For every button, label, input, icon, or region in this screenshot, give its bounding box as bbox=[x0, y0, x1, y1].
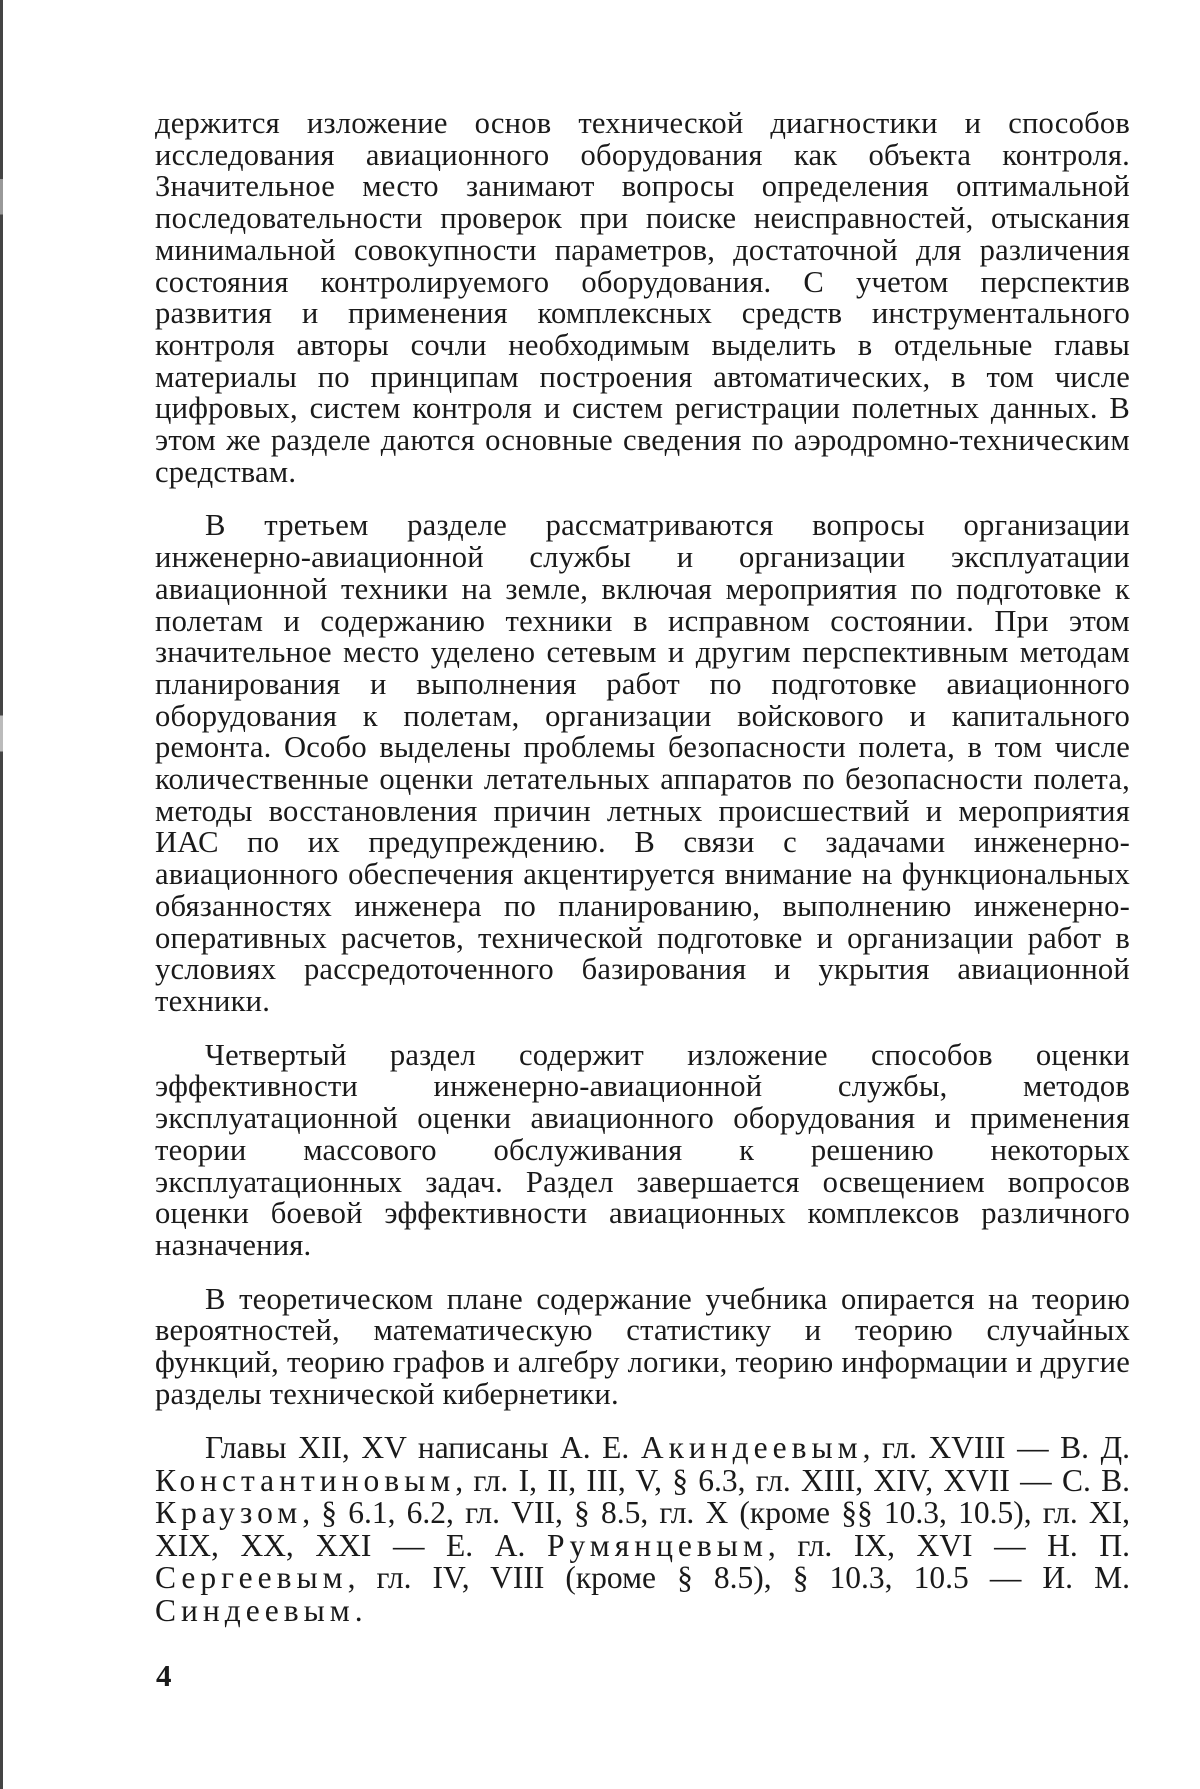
authors-text: , гл. IX, XVI — Н. П. bbox=[768, 1528, 1130, 1563]
page-number: 4 bbox=[156, 1658, 172, 1694]
author-name: Константиновым bbox=[155, 1463, 455, 1498]
authors-text: . bbox=[355, 1593, 363, 1628]
paragraph-2: В третьем разделе рассматриваются вопросы организации инженерно-авиационной службы и организации эксплуатации авиационной техники на земле, включая мероприятия по подготовке к полетам и содержанию техники в исправном состоянии. При этом значительное место уделено сетевым и другим перспективным методам планирования и выполнения работ по подготовке авиационного оборудования к полетам, организации войскового и капитального ремонта. Особо выделены проблемы безопасности полета, в том числе количественные оценки летательных аппаратов по безопасности полета, методы восстановления причин летных происшествий и мероприятия ИАС по их предупреждению. В связи с задачами инженерно-авиационного обеспечения акцентируется внимание на функциональных обязанностях инженера по планированию, выполнению инженерно-оперативных расчетов, технической подготовке и организации работ в условиях рассредоточенного базирования и укрытия авиационной техники. bbox=[155, 510, 1130, 1017]
page-body bbox=[155, 108, 1130, 1627]
author-name: Краузом bbox=[155, 1495, 302, 1530]
paragraph-1: держится изложение основ технической диагностики и способов исследования авиационного оборудования как объекта контроля. Значительное место занимают вопросы определения оптимальной последовательности проверок при поиске неисправностей, отыскания минимальной совокупности параметров, достаточной для различения состояния контролируемого оборудования. С учетом перспектив развития и применения комплексных средств инструментального контроля авторы сочли необходимым выделить в отдельные главы материалы по принципам построения автоматических, в том числе цифровых, систем контроля и систем регистрации полетных данных. В этом же разделе даются основные сведения по аэродромно-техническим средствам. bbox=[155, 108, 1130, 488]
authors-text: Главы XII, XV написаны А. Е. bbox=[205, 1430, 641, 1465]
authors-text: , § 6.1, 6.2, гл. VII, § 8.5, гл. X (кроме §§ 10.3, 10.5), гл. XI, XIX, XX, XXI — Е. А. bbox=[155, 1495, 1130, 1563]
authors-text: , гл. I, II, III, V, § 6.3, гл. XIII, XIV, XVII — С. В. bbox=[455, 1463, 1130, 1498]
author-name: Синдеевым bbox=[155, 1593, 355, 1628]
paragraph-3: Четвертый раздел содержит изложение способов оценки эффективности инженерно-авиационной службы, методов эксплуатационной оценки авиационного оборудования и применения теории массового обслуживания к решению некоторых эксплуатационных задач. Раздел завершается освещением вопросов оценки боевой эффективности авиационных комплексов различного назначения. bbox=[155, 1040, 1130, 1262]
author-name: Акиндеевым bbox=[641, 1430, 863, 1465]
authors-paragraph bbox=[155, 1432, 1130, 1627]
scan-edge bbox=[0, 0, 3, 1789]
author-name: Сергеевым bbox=[155, 1560, 348, 1595]
authors-text: , гл. IV, VIII (кроме § 8.5), § 10.3, 10.5 — И. М. bbox=[348, 1560, 1130, 1595]
authors-text: , гл. XVIII — В. Д. bbox=[863, 1430, 1130, 1465]
author-name: Румянцевым bbox=[547, 1528, 768, 1563]
paragraph-4: В теоретическом плане содержание учебника опирается на теорию вероятностей, математическую статистику и теорию случайных функций, теорию графов и алгебру логики, теорию информации и другие разделы технической кибернетики. bbox=[155, 1284, 1130, 1411]
